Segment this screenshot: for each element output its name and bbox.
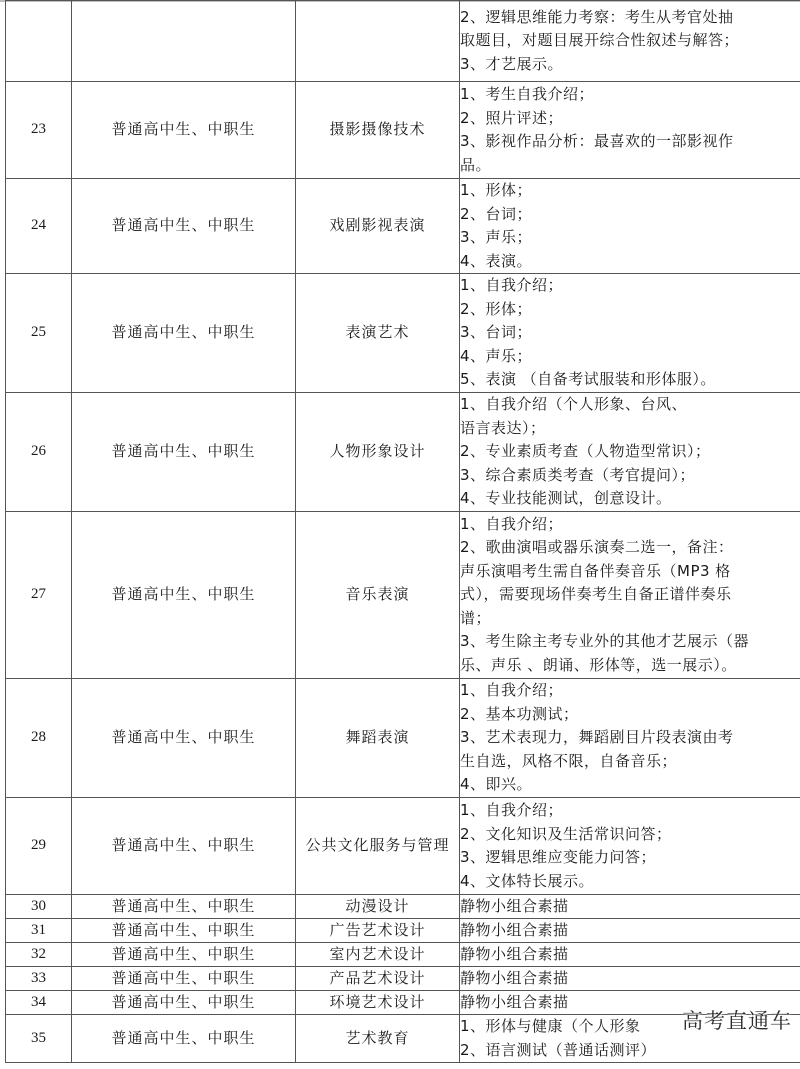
requirement-line: 3、逻辑思维应变能力问答； — [460, 848, 657, 866]
requirement-line: 2、台词； — [460, 204, 533, 223]
table-row — [6, 274, 800, 393]
requirement-line: 4、专业技能测试，创意设计。 — [460, 489, 672, 508]
table-row — [6, 895, 800, 919]
major-name-cell: 室内艺术设计 — [296, 943, 460, 967]
requirement-line: 生自选，风格不限，自备音乐； — [460, 751, 678, 770]
requirement-line: 4、即兴。 — [460, 775, 533, 794]
requirement-line: 4、表演。 — [460, 251, 533, 270]
requirement-line: 1、自我介绍； — [460, 514, 564, 533]
requirement-line: 声乐演唱考生需自备伴奏音乐（MP3 格 — [460, 561, 731, 580]
major-name-cell: 戏剧影视表演 — [296, 179, 460, 274]
major-name-cell: 公共文化服务与管理 — [296, 798, 460, 895]
exam-requirements-cell — [460, 393, 800, 512]
table-row — [6, 991, 800, 1015]
exam-requirements-cell — [460, 179, 800, 274]
major-name-cell — [296, 1, 460, 82]
requirement-line: 2、形体； — [460, 299, 533, 318]
major-name-cell: 音乐表演 — [296, 512, 460, 679]
student-type-cell — [72, 1, 296, 82]
requirement-line: 2、文化知识及生活常识问答； — [460, 824, 672, 843]
exam-requirements-cell — [460, 512, 800, 679]
table-row — [6, 679, 800, 798]
requirement-line: 静物小组合素描 — [460, 945, 569, 963]
exam-requirements-cell — [460, 82, 800, 179]
table-row — [6, 798, 800, 895]
requirement-line: 1、自我介绍； — [460, 681, 564, 700]
exam-requirements-cell — [460, 1, 800, 82]
row-number-cell: 26 — [6, 393, 72, 512]
admission-requirements-table — [5, 0, 800, 1063]
major-name-cell: 摄影摄像技术 — [296, 82, 460, 179]
row-number-cell: 29 — [6, 798, 72, 895]
requirement-line: 3、台词； — [460, 323, 533, 342]
row-number-cell: 24 — [6, 179, 72, 274]
student-type-cell: 普通高中生、中职生 — [72, 679, 296, 798]
requirement-line: 2、歌曲演唱或器乐演奏二选一，备注： — [460, 538, 734, 557]
requirement-line: 静物小组合素描 — [460, 897, 569, 915]
major-name-cell: 广告艺术设计 — [296, 919, 460, 943]
requirement-line: 3、综合素质类考查（考官提问）； — [460, 465, 696, 484]
watermark-text: 高考直通车 — [682, 1009, 792, 1033]
requirement-line: 式），需要现场伴奏考生自备正谱伴奏乐 — [460, 585, 732, 604]
requirement-line: 3、声乐； — [460, 228, 533, 246]
requirement-line: 静物小组合素描 — [460, 993, 569, 1011]
requirement-line: 1、形体与健康（个人形象 — [460, 1017, 641, 1035]
requirement-line: 静物小组合素描 — [460, 969, 569, 987]
row-number-cell: 28 — [6, 679, 72, 798]
exam-requirements-cell — [460, 895, 800, 919]
row-number-cell: 33 — [6, 967, 72, 991]
requirement-line: 品。 — [460, 155, 492, 174]
table-row — [6, 82, 800, 179]
table-row — [6, 1, 800, 82]
requirement-line: 4、声乐； — [460, 346, 533, 365]
student-type-cell: 普通高中生、中职生 — [72, 895, 296, 919]
row-number-cell: 30 — [6, 895, 72, 919]
exam-requirements-cell — [460, 943, 800, 967]
major-name-cell: 人物形象设计 — [296, 393, 460, 512]
requirement-line: 2、语言测试（普通话测评） — [460, 1040, 657, 1059]
requirement-line: 2、逻辑思维能力考察：考生从考官处抽 — [460, 7, 734, 26]
requirement-line: 4、文体特长展示。 — [460, 871, 595, 890]
student-type-cell: 普通高中生、中职生 — [72, 512, 296, 679]
table-row — [6, 967, 800, 991]
row-number-cell: 27 — [6, 512, 72, 679]
exam-requirements-cell — [460, 798, 800, 895]
student-type-cell: 普通高中生、中职生 — [72, 179, 296, 274]
student-type-cell: 普通高中生、中职生 — [72, 798, 296, 895]
row-number-cell — [6, 1, 72, 82]
requirement-line: 取题目，对题目展开综合性叙述与解答； — [460, 31, 740, 50]
major-name-cell: 动漫设计 — [296, 895, 460, 919]
exam-requirements-cell — [460, 274, 800, 393]
major-name-cell: 表演艺术 — [296, 274, 460, 393]
student-type-cell: 普通高中生、中职生 — [72, 967, 296, 991]
exam-requirements-cell — [460, 679, 800, 798]
requirement-line: 1、自我介绍； — [460, 276, 564, 295]
student-type-cell: 普通高中生、中职生 — [72, 274, 296, 393]
row-number-cell: 32 — [6, 943, 72, 967]
requirement-line: 乐、声乐 、朗诵、形体等，选一展示）。 — [460, 655, 737, 674]
requirement-line: 1、自我介绍（个人形象、台风、 — [460, 395, 688, 414]
exam-requirements-cell — [460, 967, 800, 991]
row-number-cell: 35 — [6, 1015, 72, 1063]
exam-requirements-cell — [460, 919, 800, 943]
requirement-line: 5、表演 （自备考试服装和形体服）。 — [460, 370, 716, 389]
requirement-line: 3、艺术表现力，舞蹈剧目片段表演由考 — [460, 728, 734, 747]
requirement-line: 2、专业素质考查（人物造型常识）； — [460, 442, 711, 461]
table-row — [6, 393, 800, 512]
requirement-line: 语言表达）； — [460, 418, 546, 437]
requirement-line: 1、形体； — [460, 181, 533, 199]
requirement-line: 3、影视作品分析：最喜欢的一部影视作 — [460, 132, 734, 150]
student-type-cell: 普通高中生、中职生 — [72, 943, 296, 967]
table-row — [6, 179, 800, 274]
student-type-cell: 普通高中生、中职生 — [72, 1015, 296, 1063]
requirement-line: 1、自我介绍； — [460, 801, 564, 819]
table-body — [6, 1, 800, 1063]
student-type-cell: 普通高中生、中职生 — [72, 393, 296, 512]
major-name-cell: 环境艺术设计 — [296, 991, 460, 1015]
requirement-line: 静物小组合素描 — [460, 921, 569, 939]
requirement-line: 3、考生除主考专业外的其他才艺展示（器 — [460, 632, 750, 651]
major-name-cell: 艺术教育 — [296, 1015, 460, 1063]
requirement-line: 1、考生自我介绍； — [460, 85, 595, 103]
row-number-cell: 25 — [6, 274, 72, 393]
table-row — [6, 919, 800, 943]
row-number-cell: 34 — [6, 991, 72, 1015]
student-type-cell: 普通高中生、中职生 — [72, 991, 296, 1015]
requirement-line: 2、照片评述； — [460, 108, 564, 127]
table-row — [6, 1015, 800, 1063]
row-number-cell: 23 — [6, 82, 72, 179]
table-row — [6, 943, 800, 967]
major-name-cell: 舞蹈表演 — [296, 679, 460, 798]
table-row — [6, 512, 800, 679]
requirement-line: 2、基本功测试； — [460, 704, 579, 723]
row-number-cell: 31 — [6, 919, 72, 943]
student-type-cell: 普通高中生、中职生 — [72, 919, 296, 943]
requirement-line: 3、才艺展示。 — [460, 54, 564, 73]
requirement-line: 谱； — [460, 608, 492, 627]
student-type-cell: 普通高中生、中职生 — [72, 82, 296, 179]
major-name-cell: 产品艺术设计 — [296, 967, 460, 991]
